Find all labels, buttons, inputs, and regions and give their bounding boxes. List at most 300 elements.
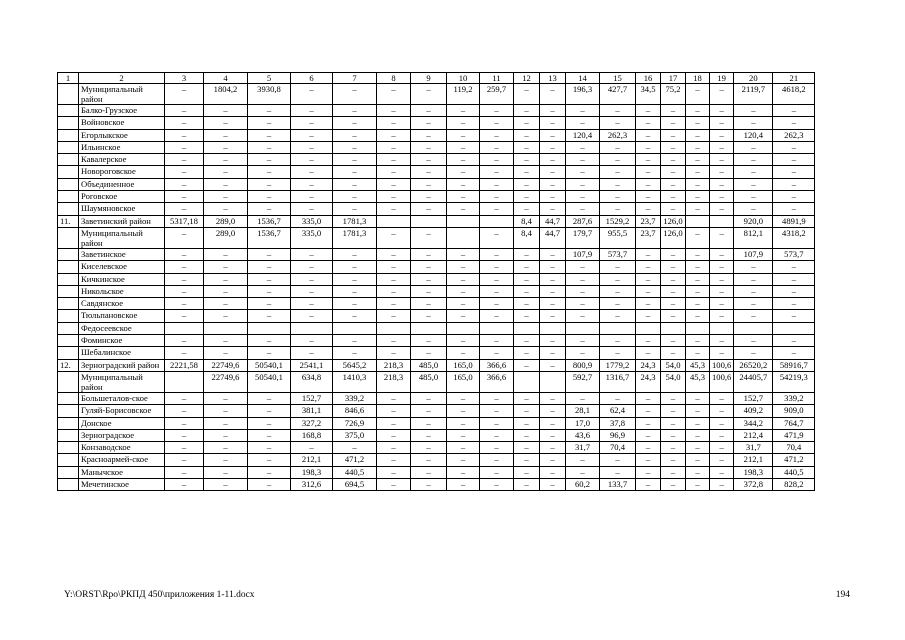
value-cell: 126,0 [661, 227, 686, 248]
value-cell: – [248, 117, 291, 129]
value-cell [566, 322, 600, 334]
value-cell: – [204, 141, 248, 153]
value-cell: – [291, 117, 333, 129]
value-cell: 846,6 [333, 405, 377, 417]
value-cell: 54219,3 [773, 371, 815, 392]
value-cell: – [204, 129, 248, 141]
value-cell: – [734, 166, 773, 178]
value-cell: – [514, 178, 540, 190]
table-row [58, 335, 815, 347]
value-cell: – [661, 429, 686, 441]
value-cell: – [165, 141, 204, 153]
column-number-header: 16 [636, 73, 661, 84]
value-cell: – [333, 298, 377, 310]
value-cell: 694,5 [333, 479, 377, 491]
row-number-cell [58, 129, 79, 141]
value-cell: – [377, 298, 411, 310]
value-cell: 1316,7 [600, 371, 636, 392]
value-cell [291, 322, 333, 334]
value-cell: – [686, 285, 710, 297]
value-cell: – [566, 285, 600, 297]
value-cell: – [377, 466, 411, 478]
value-cell: – [291, 273, 333, 285]
value-cell: – [773, 203, 815, 215]
value-cell: – [377, 227, 411, 248]
table-row [58, 405, 815, 417]
value-cell: 45,3 [686, 371, 710, 392]
value-cell: 26520,2 [734, 359, 773, 371]
value-cell: – [710, 285, 734, 297]
value-cell: – [411, 203, 447, 215]
value-cell: 485,0 [411, 371, 447, 392]
value-cell: – [377, 191, 411, 203]
value-cell: – [333, 310, 377, 322]
value-cell: – [377, 261, 411, 273]
value-cell: 366,6 [480, 371, 514, 392]
value-cell: – [514, 392, 540, 404]
value-cell: – [204, 261, 248, 273]
row-name-cell: Шебалинское [79, 347, 165, 359]
value-cell: – [636, 141, 661, 153]
value-cell: – [204, 454, 248, 466]
row-name-cell: Шаумяновское [79, 203, 165, 215]
value-cell: – [773, 347, 815, 359]
value-cell: – [411, 392, 447, 404]
value-cell: – [773, 191, 815, 203]
value-cell: – [514, 248, 540, 260]
value-cell: – [204, 117, 248, 129]
value-cell: – [686, 310, 710, 322]
value-cell: 344,2 [734, 417, 773, 429]
row-name-cell: Савдянское [79, 298, 165, 310]
value-cell: 909,0 [773, 405, 815, 417]
value-cell: 289,0 [204, 215, 248, 227]
value-cell: – [411, 442, 447, 454]
value-cell: 133,7 [600, 479, 636, 491]
value-cell: – [686, 84, 710, 105]
value-cell: 259,7 [480, 84, 514, 105]
row-name-cell: Мечетинское [79, 479, 165, 491]
value-cell: – [411, 429, 447, 441]
value-cell: – [540, 405, 566, 417]
value-cell: – [540, 166, 566, 178]
value-cell: – [291, 310, 333, 322]
value-cell: – [636, 273, 661, 285]
value-cell: – [411, 261, 447, 273]
value-cell: – [710, 105, 734, 117]
value-cell: – [165, 454, 204, 466]
value-cell: – [636, 166, 661, 178]
value-cell: – [514, 347, 540, 359]
table-row [58, 203, 815, 215]
column-number-header: 21 [773, 73, 815, 84]
value-cell: – [636, 298, 661, 310]
value-cell: – [636, 129, 661, 141]
value-cell [204, 322, 248, 334]
value-cell: – [686, 392, 710, 404]
value-cell: – [540, 429, 566, 441]
row-number-cell [58, 285, 79, 297]
row-name-cell: Новороговское [79, 166, 165, 178]
value-cell: – [661, 454, 686, 466]
value-cell: – [447, 191, 480, 203]
table-row [58, 273, 815, 285]
value-cell: 381,1 [291, 405, 333, 417]
value-cell: 573,7 [773, 248, 815, 260]
value-cell: – [686, 347, 710, 359]
value-cell: 152,7 [291, 392, 333, 404]
table-row [58, 105, 815, 117]
value-cell: – [165, 154, 204, 166]
column-number-header: 13 [540, 73, 566, 84]
value-cell: 70,4 [600, 442, 636, 454]
value-cell: – [710, 347, 734, 359]
value-cell: – [600, 178, 636, 190]
value-cell: 54,0 [661, 359, 686, 371]
value-cell: – [291, 178, 333, 190]
row-name-cell: Красноармей-ское [79, 454, 165, 466]
column-number-header: 9 [411, 73, 447, 84]
value-cell: – [411, 454, 447, 466]
value-cell: 262,3 [600, 129, 636, 141]
value-cell: – [411, 248, 447, 260]
value-cell: – [411, 298, 447, 310]
value-cell: 1536,7 [248, 215, 291, 227]
value-cell: – [661, 417, 686, 429]
value-cell: – [377, 273, 411, 285]
value-cell: – [447, 466, 480, 478]
value-cell: – [600, 261, 636, 273]
value-cell: – [600, 141, 636, 153]
row-name-cell: Кичкинское [79, 273, 165, 285]
value-cell: – [377, 454, 411, 466]
value-cell: 289,0 [204, 227, 248, 248]
value-cell: – [710, 310, 734, 322]
value-cell: – [600, 466, 636, 478]
value-cell: 218,3 [377, 359, 411, 371]
value-cell: – [204, 248, 248, 260]
value-cell: – [540, 335, 566, 347]
value-cell: – [447, 454, 480, 466]
value-cell: 5645,2 [333, 359, 377, 371]
value-cell: – [204, 310, 248, 322]
value-cell: – [710, 479, 734, 491]
value-cell: – [377, 392, 411, 404]
value-cell: 198,3 [734, 466, 773, 478]
row-number-cell [58, 105, 79, 117]
value-cell: – [204, 479, 248, 491]
value-cell [710, 215, 734, 227]
value-cell: 70,4 [773, 442, 815, 454]
value-cell: 440,5 [773, 466, 815, 478]
value-cell: – [636, 479, 661, 491]
value-cell: 335,0 [291, 227, 333, 248]
value-cell: – [291, 203, 333, 215]
value-cell: – [773, 310, 815, 322]
value-cell [411, 322, 447, 334]
row-number-cell [58, 442, 79, 454]
value-cell: – [514, 359, 540, 371]
value-cell: – [710, 203, 734, 215]
value-cell: – [636, 392, 661, 404]
value-cell: 485,0 [411, 359, 447, 371]
value-cell: – [480, 479, 514, 491]
value-cell: – [480, 310, 514, 322]
value-cell: – [480, 261, 514, 273]
value-cell: – [734, 347, 773, 359]
value-cell: – [710, 392, 734, 404]
value-cell: – [480, 129, 514, 141]
value-cell: 339,2 [333, 392, 377, 404]
value-cell: 31,7 [566, 442, 600, 454]
value-cell: – [566, 141, 600, 153]
value-cell: 96,9 [600, 429, 636, 441]
value-cell: – [636, 261, 661, 273]
value-cell: 1779,2 [600, 359, 636, 371]
value-cell: – [165, 261, 204, 273]
value-cell: 8,4 [514, 227, 540, 248]
value-cell: – [540, 129, 566, 141]
value-cell: – [447, 310, 480, 322]
value-cell: – [514, 105, 540, 117]
value-cell: – [734, 335, 773, 347]
value-cell: 262,3 [773, 129, 815, 141]
value-cell: – [480, 285, 514, 297]
value-cell: – [600, 191, 636, 203]
value-cell: – [686, 466, 710, 478]
value-cell: – [540, 359, 566, 371]
value-cell: – [600, 203, 636, 215]
value-cell: – [734, 154, 773, 166]
table-row [58, 454, 815, 466]
value-cell: 471,9 [773, 429, 815, 441]
value-cell: – [636, 117, 661, 129]
value-cell: – [661, 347, 686, 359]
value-cell: – [377, 141, 411, 153]
row-number-cell [58, 466, 79, 478]
value-cell: 100,6 [710, 371, 734, 392]
value-cell: – [377, 203, 411, 215]
value-cell: – [204, 203, 248, 215]
value-cell: – [165, 298, 204, 310]
row-number-cell [58, 479, 79, 491]
value-cell: – [514, 117, 540, 129]
value-cell: – [636, 248, 661, 260]
value-cell: – [773, 285, 815, 297]
value-cell: – [165, 417, 204, 429]
value-cell [686, 322, 710, 334]
value-cell: – [540, 154, 566, 166]
value-cell: – [710, 178, 734, 190]
value-cell: – [540, 141, 566, 153]
value-cell: – [540, 417, 566, 429]
value-cell: – [165, 335, 204, 347]
value-cell: 3930,8 [248, 84, 291, 105]
value-cell: – [540, 273, 566, 285]
value-cell: – [514, 203, 540, 215]
table-row [58, 178, 815, 190]
value-cell: – [447, 117, 480, 129]
row-name-cell: Ильинское [79, 141, 165, 153]
value-cell [447, 215, 480, 227]
table-row [58, 298, 815, 310]
value-cell: 2119,7 [734, 84, 773, 105]
column-number-header: 8 [377, 73, 411, 84]
value-cell: – [377, 335, 411, 347]
value-cell: 120,4 [734, 129, 773, 141]
value-cell: – [661, 442, 686, 454]
value-cell: – [204, 105, 248, 117]
value-cell [165, 322, 204, 334]
value-cell: – [514, 191, 540, 203]
row-number-cell [58, 117, 79, 129]
value-cell: – [600, 273, 636, 285]
value-cell: 28,1 [566, 405, 600, 417]
value-cell: 75,2 [661, 84, 686, 105]
column-number-header: 7 [333, 73, 377, 84]
value-cell: 828,2 [773, 479, 815, 491]
value-cell: 1781,3 [333, 227, 377, 248]
row-number-cell [58, 310, 79, 322]
value-cell: 212,1 [734, 454, 773, 466]
value-cell: – [566, 203, 600, 215]
value-cell: 45,3 [686, 359, 710, 371]
value-cell [773, 322, 815, 334]
value-cell [480, 215, 514, 227]
table-row [58, 84, 815, 105]
value-cell: – [686, 454, 710, 466]
value-cell: – [411, 178, 447, 190]
value-cell: – [514, 442, 540, 454]
value-cell: – [377, 285, 411, 297]
row-name-cell: Манычское [79, 466, 165, 478]
value-cell: 920,0 [734, 215, 773, 227]
data-table [57, 72, 815, 491]
value-cell: – [566, 191, 600, 203]
value-cell: – [773, 117, 815, 129]
value-cell: – [514, 129, 540, 141]
value-cell: – [248, 405, 291, 417]
value-cell: – [480, 347, 514, 359]
row-name-cell: Киселевское [79, 261, 165, 273]
row-name-cell: Роговское [79, 191, 165, 203]
value-cell: – [636, 442, 661, 454]
value-cell: – [566, 298, 600, 310]
value-cell: – [480, 105, 514, 117]
value-cell: – [165, 178, 204, 190]
value-cell: – [636, 105, 661, 117]
row-name-cell: Большеталов-ское [79, 392, 165, 404]
value-cell: – [566, 347, 600, 359]
value-cell: – [291, 248, 333, 260]
value-cell: – [710, 429, 734, 441]
value-cell: – [600, 347, 636, 359]
value-cell: – [204, 178, 248, 190]
value-cell: – [514, 335, 540, 347]
value-cell: – [333, 191, 377, 203]
value-cell: – [566, 166, 600, 178]
value-cell: – [710, 454, 734, 466]
value-cell: – [411, 310, 447, 322]
value-cell: – [514, 285, 540, 297]
value-cell: – [600, 105, 636, 117]
value-cell: – [710, 273, 734, 285]
value-cell: 120,4 [566, 129, 600, 141]
header-row [58, 73, 815, 84]
value-cell: – [248, 392, 291, 404]
value-cell: – [248, 248, 291, 260]
value-cell: 634,8 [291, 371, 333, 392]
row-number-cell [58, 429, 79, 441]
value-cell: 1536,7 [248, 227, 291, 248]
value-cell: – [248, 466, 291, 478]
row-number-cell [58, 335, 79, 347]
value-cell: – [333, 273, 377, 285]
value-cell: 812,1 [734, 227, 773, 248]
value-cell: – [165, 429, 204, 441]
value-cell: – [411, 466, 447, 478]
value-cell: 58916,7 [773, 359, 815, 371]
row-name-cell: Муниципальный район [79, 371, 165, 392]
value-cell: – [734, 273, 773, 285]
value-cell [734, 322, 773, 334]
value-cell: – [204, 392, 248, 404]
value-cell: – [710, 417, 734, 429]
value-cell: 409,2 [734, 405, 773, 417]
row-name-cell: Тюльпановское [79, 310, 165, 322]
value-cell: – [540, 261, 566, 273]
value-cell [686, 215, 710, 227]
value-cell [333, 322, 377, 334]
value-cell: – [411, 84, 447, 105]
value-cell: 17,0 [566, 417, 600, 429]
value-cell: – [248, 141, 291, 153]
value-cell: 107,9 [734, 248, 773, 260]
value-cell: – [566, 154, 600, 166]
value-cell: 119,2 [447, 84, 480, 105]
value-cell: – [710, 335, 734, 347]
value-cell: 165,0 [447, 371, 480, 392]
value-cell [540, 371, 566, 392]
value-cell [710, 322, 734, 334]
value-cell: 212,1 [291, 454, 333, 466]
value-cell: – [333, 105, 377, 117]
value-cell: 43,6 [566, 429, 600, 441]
value-cell: 764,7 [773, 417, 815, 429]
table-row [58, 215, 815, 227]
value-cell: – [686, 178, 710, 190]
value-cell: – [540, 285, 566, 297]
value-cell: – [248, 429, 291, 441]
value-cell: – [291, 105, 333, 117]
value-cell: – [514, 466, 540, 478]
value-cell: – [540, 105, 566, 117]
value-cell: – [248, 417, 291, 429]
table-row [58, 417, 815, 429]
value-cell: – [636, 335, 661, 347]
row-number-cell [58, 203, 79, 215]
value-cell: – [636, 429, 661, 441]
value-cell: – [377, 442, 411, 454]
value-cell: – [447, 248, 480, 260]
value-cell: – [377, 417, 411, 429]
value-cell: – [734, 298, 773, 310]
value-cell: – [600, 298, 636, 310]
value-cell: – [447, 166, 480, 178]
row-name-cell: Конзаводское [79, 442, 165, 454]
value-cell: – [514, 417, 540, 429]
value-cell: – [514, 166, 540, 178]
